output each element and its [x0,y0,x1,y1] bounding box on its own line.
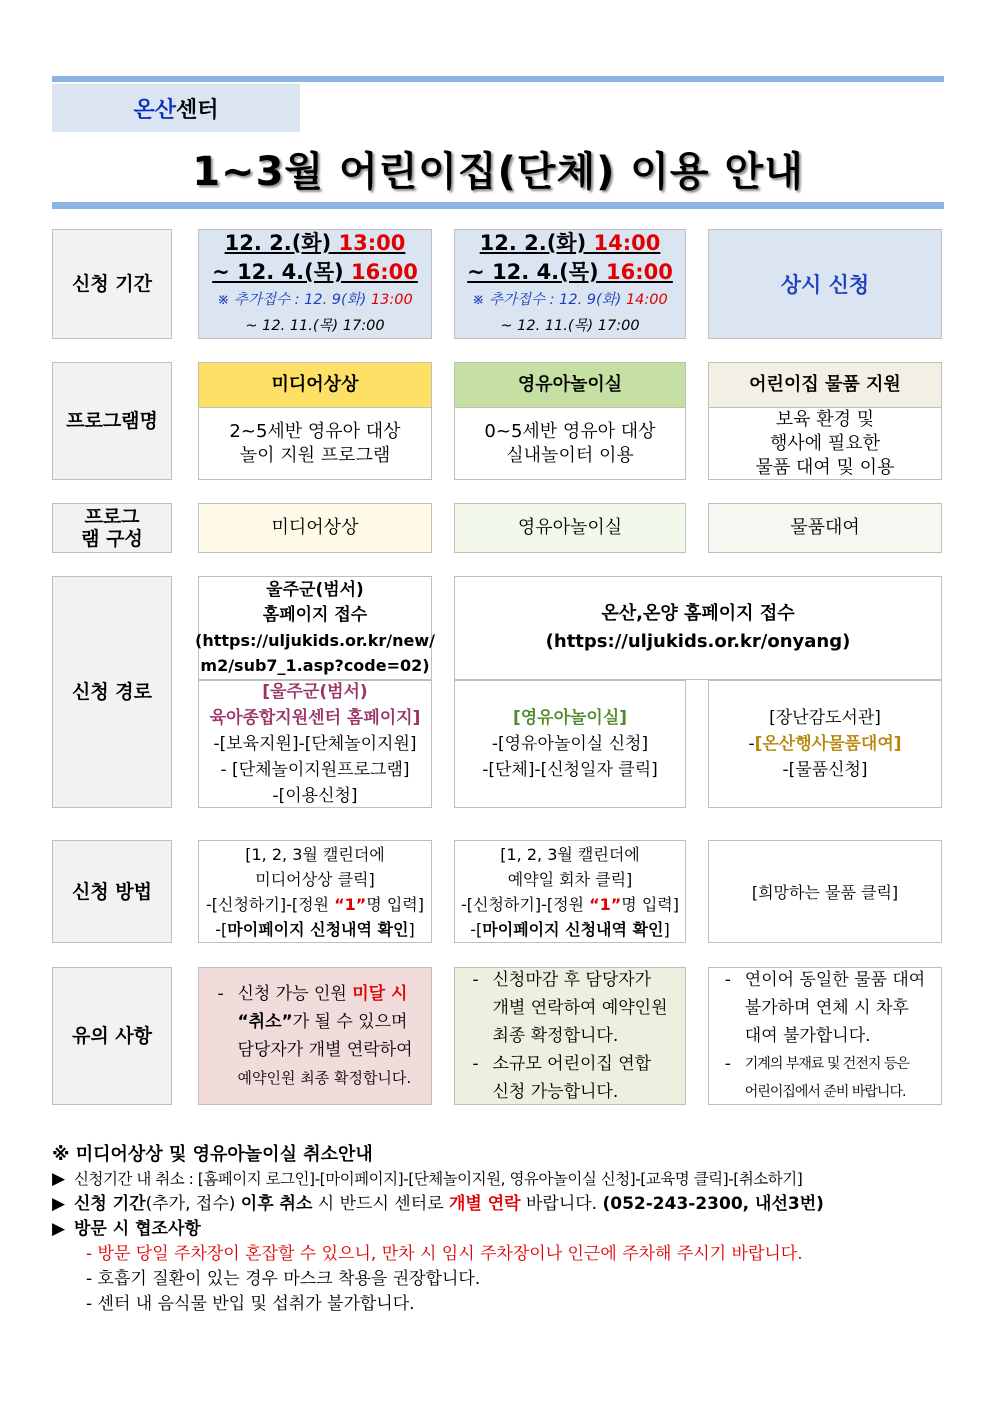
page-title: 1~3월 어린이집(단체) 이용 안내 [192,149,804,195]
period-col2 [454,229,686,339]
route-onsan-header: 온산,온양 홈페이지 접수 (https://uljukids.or.kr/onyang) [454,576,942,680]
center-name-part1: 온산 [133,97,176,123]
cancel-notice-item-2: ▶ 신청 기간(추가, 접수) 이후 취소 시 반드시 센터로 개별 연락 바랍니다. (052-243-2300, 내선3번) [52,1194,824,1214]
program-desc-supplies: 보육 환경 및 행사에 필요한 물품 대여 및 이용 [755,409,895,478]
label-program-composition: 프로그램 구성 [52,503,172,553]
label-program-name: 프로그램명 [52,362,172,480]
method-col3: [희망하는 물품 클릭] [708,840,942,943]
top-accent-bar [52,76,944,82]
program-desc-media: 2~5세반 영유아 대상 놀이 지원 프로그램 [229,420,401,466]
route-col2: [영유아놀이실] -[영유아놀이실 신청] -[단체]-[신청일자 클릭] [454,680,686,808]
period-col1-extra-end: ~ 12. 11.(목) 17:00 [245,318,385,334]
program-col2 [454,362,686,480]
cancel-notice [52,1142,952,1317]
title-divider-bar [52,202,944,209]
period-col1-extra: ※ 추가접수 : 12. 9(화) 13:00 [217,292,413,308]
route-col3: [장난감도서관] -[온산행사물품대여] -[물품신청] [708,680,942,808]
route-ulju-header: 울주군(범서) 홈페이지 접수 (https://uljukids.or.kr/new/ m2/sub7_1.asp?code=02) [198,576,432,680]
program-col1 [198,362,432,480]
program-name-media: 미디어상상 [199,363,431,408]
method-col1: [1, 2, 3월 캘린더에 미디어상상 클릭] -[신청하기]-[정원 “1”명 입력] -[마이페이지 신청내역 확인] [198,840,432,943]
label-route: 신청 경로 [52,576,172,808]
period-col3 [708,229,942,339]
label-method: 신청 방법 [52,840,172,943]
visit-note-food: - 센터 내 음식물 반입 및 섭취가 불가합니다. [86,1294,415,1314]
period-col2-extra-end: ~ 12. 11.(목) 17:00 [500,318,640,334]
visit-note-mask: - 호흡기 질환이 있는 경우 마스크 착용을 권장합니다. [86,1269,481,1289]
program-name-playroom: 영유아놀이실 [455,363,685,408]
cancel-notice-item-1: ▶ 신청기간 내 취소 : [홈페이지 로그인]-[마이페이지]-[단체놀이지원, 영유아놀이실 신청]-[교육명 클릭]-[취소하기] [52,1169,803,1189]
program-col3 [708,362,942,480]
center-name-part2: 센터 [176,97,219,123]
period-col1-end: ~ 12. 4.(목) 16:00 [212,260,418,284]
period-col2-extra: ※ 추가접수 : 12. 9(화) 14:00 [472,292,668,308]
composition-media: 미디어상상 [198,503,432,553]
period-always: 상시 신청 [780,273,870,297]
label-period: 신청 기간 [52,229,172,339]
period-col2-start: 12. 2.(화) 14:00 [479,231,661,255]
visit-note-parking: - 방문 당일 주차장이 혼잡할 수 있으니, 만차 시 임시 주차장이나 인근에 주차해 주시기 바랍니다. [86,1244,803,1264]
program-name-supplies: 어린이집 물품 지원 [709,363,941,408]
cancel-notice-heading: ※ 미디어상상 및 영유아놀이실 취소안내 [52,1144,373,1165]
label-notes: 유의 사항 [52,967,172,1105]
composition-supplies: 물품대여 [708,503,942,553]
route-col1: [울주군(범서) 육아종합지원센터 홈페이지] -[보육지원]-[단체놀이지원] - [단체놀이지원프로그램] -[이용신청] [198,680,432,808]
notes-col3: - 연이어 동일한 물품 대여 불가하며 연체 시 차후 대여 불가합니다. - 기계의 부재료 및 건전지 등은 어린이집에서 준비 바랍니다. [708,967,942,1105]
notes-col1: - 신청 가능 인원 미달 시 “취소”가 될 수 있으며 담당자가 개별 연락하여 예약인원 최종 확정합니다. [198,967,432,1105]
cancel-notice-item-3: ▶ 방문 시 협조사항 [52,1219,201,1239]
method-col2: [1, 2, 3월 캘린더에 예약일 회차 클릭] -[신청하기]-[정원 “1”명 입력] -[마이페이지 신청내역 확인] [454,840,686,943]
center-name-tag [52,84,300,132]
program-desc-playroom: 0~5세반 영유아 대상 실내놀이터 이용 [484,420,656,466]
notes-col2: - 신청마감 후 담당자가 개별 연락하여 예약인원 최종 확정합니다. - 소규모 어린이집 연합 신청 가능합니다. [454,967,686,1105]
period-col1-start: 12. 2.(화) 13:00 [224,231,406,255]
composition-playroom: 영유아놀이실 [454,503,686,553]
period-col1 [198,229,432,339]
period-col2-end: ~ 12. 4.(목) 16:00 [467,260,673,284]
